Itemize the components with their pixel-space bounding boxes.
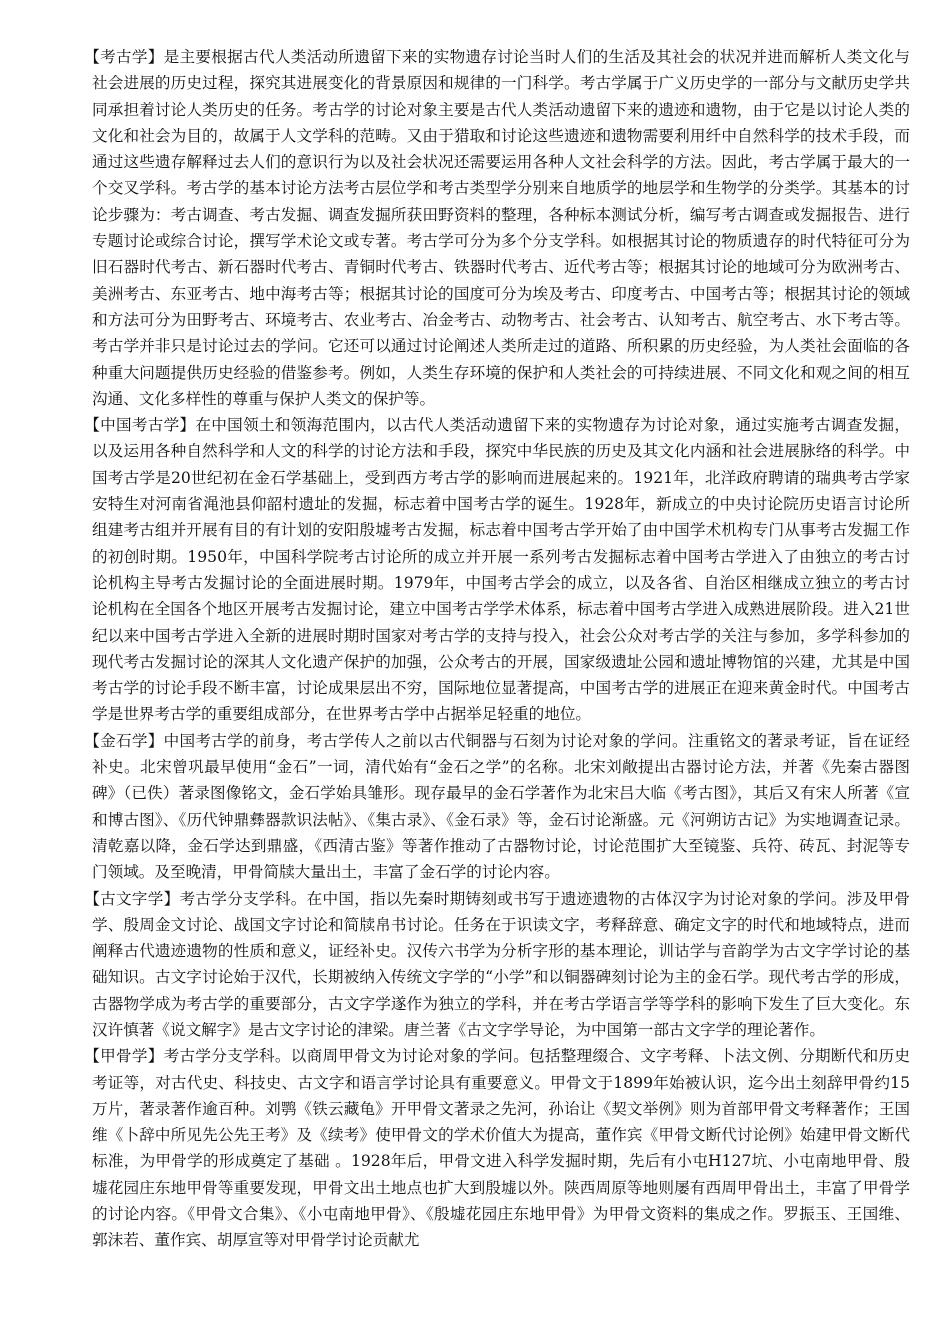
document-page xyxy=(84,44,910,1254)
entry-text: 在中国领土和领海范围内，以古代人类活动遗留下来的实物遗存为讨论对象，通过实施考古调查发掘，以及运用各种自然科学和人文的科学的讨论方法和手段，探究中华民族的历史及其文化内涵和社会进展脉络的科学。中国考古学是20世纪初在金石学基础上，受到西方考古学的影响而进展起来的。1921年，北洋政府聘请的瑞典考古学家安特生对河南省渑池县仰韶村遗址的发掘，标志着中国考古学的诞生。1928年，新成立的中央讨论院历史语言讨论所组建考古组并开展有目的有计划的安阳殷墟考古发掘，标志着中国考古学开始了由中国学术机构专门从事考古发掘工作的初创时期。1950年，中国科学院考古讨论所的成立并开展一系列考古发掘标志着中国考古学进入了由独立的考古讨论机构主导考古发掘讨论的全面进展时期。1979年，中国考古学会的成立，以及各省、自治区相继成立独立的考古讨论机构在全国各个地区开展考古发掘讨论，建立中国考古学学术体系，标志着中国考古学进入成熟进展阶段。进入21世纪以来中国考古学进入全新的进展时期时国家对考古学的支持与投入，社会公众对考古学的关注与参加，多学科参加的现代考古发掘讨论的深其人文化遗产保护的加强，公众考古的开展，国家级遗址公园和遗址博物馆的兴建，尤其是中国考古学的讨论手段不断丰富，讨论成果层出不穷，国际地位显著提高，中国考古学的进展正在迎来黄金时代。中国考古学是世界考古学的重要组成部分，在世界考古学中占据举足轻重的地位。 xyxy=(92,416,910,724)
entry-archaeology xyxy=(84,44,910,412)
entry-chinese-archaeology xyxy=(84,412,910,728)
entry-text: 中国考古学的前身，考古学传人之前以古代铜器与石刻为讨论对象的学问。注重铭文的著录考证，旨在证经补史。北宋曾巩最早使用“金石”一词，清代始有“金石之学”的名称。北宋刘敞提出古器讨论方法，并著《先秦古器图碑》（已佚）著录图像铭文，金石学始具雏形。现存最早的金石学著作为北宋吕大临《考古图》，其后又有宋人所著《宣和博古图》、《历代钟鼎彝器款识法帖》、《集古录》、《金石录》等，金石讨论渐盛。元《河朔访古记》为实地调查记录。清乾嘉以降，金石学达到鼎盛，《西清古鉴》等著作推动了古器物讨论，讨论范围扩大至镜鉴、兵符、砖瓦、封泥等专门领域。及至晚清，甲骨简牍大量出土，丰富了金石学的讨论内容。 xyxy=(92,731,910,882)
entry-text: 考古学分支学科。在中国，指以先秦时期铸刻或书写于遗迹遗物的古体汉字为讨论对象的学问。涉及甲骨学、殷周金文讨论、战国文字讨论和简牍帛书讨论。任务在于识读文字，考释辞意、确定文字的时代和地域特点，进而阐释古代遗迹遗物的性质和意义，证经补史。汉传六书学为分析字形的基本理论，训诂学与音韵学为古文字学讨论的基础知识。古文字讨论始于汉代，长期被纳入传统文字学的“小学”和以铜器碑刻讨论为主的金石学。现代考古学的形成，古器物学成为考古学的重要部分，古文字学遂作为独立的学科，并在考古学语言学等学科的影响下发生了巨大变化。东汉许慎著《说文解字》是古文字讨论的津梁。唐兰著《古文字学导论，为中国第一部古文字学的理论著作。 xyxy=(92,889,910,1039)
entry-oracle-bone-studies xyxy=(84,1043,910,1253)
entry-term: 【考古学】 xyxy=(84,48,164,66)
entry-term: 【甲骨学】 xyxy=(84,1047,164,1066)
entry-paleography xyxy=(84,886,910,1044)
entry-term: 【中国考古学】 xyxy=(84,416,196,435)
entry-term: 【金石学】 xyxy=(84,731,164,750)
entry-text: 是主要根据古代人类活动所遗留下来的实物遗存讨论当时人们的生活及其社会的状况并进而解析人类文化与社会进展的历史过程，探究其进展变化的背景原因和规律的一门科学。考古学属于广义历史学的一部分与文献历史学共同承担着讨论人类历史的任务。考古学的讨论对象主要是古代人类活动遗留下来的遗迹和遗物，由于它是以讨论人类的文化和社会为目的，故属于人文学科的范畴。又由于猎取和讨论这些遗迹和遗物需要利用纤中自然科学的技术手段，而通过这些遗存解释过去人们的意识行为以及社会状况还需要运用各种人文社会科学的方法。因此，考古学属于最大的一个交叉学科。考古学的基本讨论方法考古层位学和考古类型学分别来自地质学的地层学和生物学的分类学。其基本的讨论步骤为：考古调查、考古发掘、调查发掘所获田野资料的整理，各种标本测试分析，编写考古调查或发掘报告、进行专题讨论或综合讨论，撰写学术论文或专著。考古学可分为多个分支学科。如根据其讨论的物质遗存的时代特征可分为旧石器时代考古、新石器时代考古、青铜时代考古、铁器时代考古、近代考古等；根据其讨论的地域可分为欧洲考古、美洲考古、东亚考古、地中海考古等；根据其讨论的国度可分为埃及考古、印度考古、中国考古等；根据其讨论的领域和方法可分为田野考古、环境考古、农业考古、冶金考古、动物考古、社会考古、认知考古、航空考古、水下考古等。考古学并非只是讨论过去的学问。它还可以通过讨论阐述人类所走过的道路、所积累的历史经验，为人类社会面临的各种重大问题提供历史经验的借鉴参考。例如，人类生存环境的保护和人类社会的可持续进展、不同文化和观之间的相互沟通、文化多样性的尊重与保护人类文的保护等。 xyxy=(92,48,910,408)
entry-term: 【古文字学】 xyxy=(84,889,180,908)
entry-epigraphy xyxy=(84,728,910,886)
entry-text: 考古学分支学科。以商周甲骨文为讨论对象的学问。包括整理缀合、文字考释、卜法文例、分期断代和历史考证等，对古代史、科技史、古文字和语言学讨论具有重要意义。甲骨文于1899年始被认识，迄今出土刻辞甲骨约15万片，著录著作逾百种。刘鹗《铁云藏龟》开甲骨文著录之先河，孙诒让《契文举例》则为首部甲骨文考释著作；王国维《卜辞中所见先公先王考》及《续考》使甲骨文的学术价值大为提高，董作宾《甲骨文断代讨论例》始建甲骨文断代标准，为甲骨学的形成奠定了基础 。1928年后，甲骨文进入科学发掘时期，先后有小屯H127坑、小屯南地甲骨、殷墟花园庄东地甲骨等重要发现，甲骨文出土地点也扩大到殷墟以外。陕西周原等地则屡有西周甲骨出土，丰富了甲骨学的讨论内容。《甲骨文合集》、《小屯南地甲骨》、《殷墟花园庄东地甲骨》为甲骨文资料的集成之作。罗振玉、王国维、郭沫若、董作宾、胡厚宣等对甲骨学讨论贡献尤 xyxy=(92,1047,910,1250)
